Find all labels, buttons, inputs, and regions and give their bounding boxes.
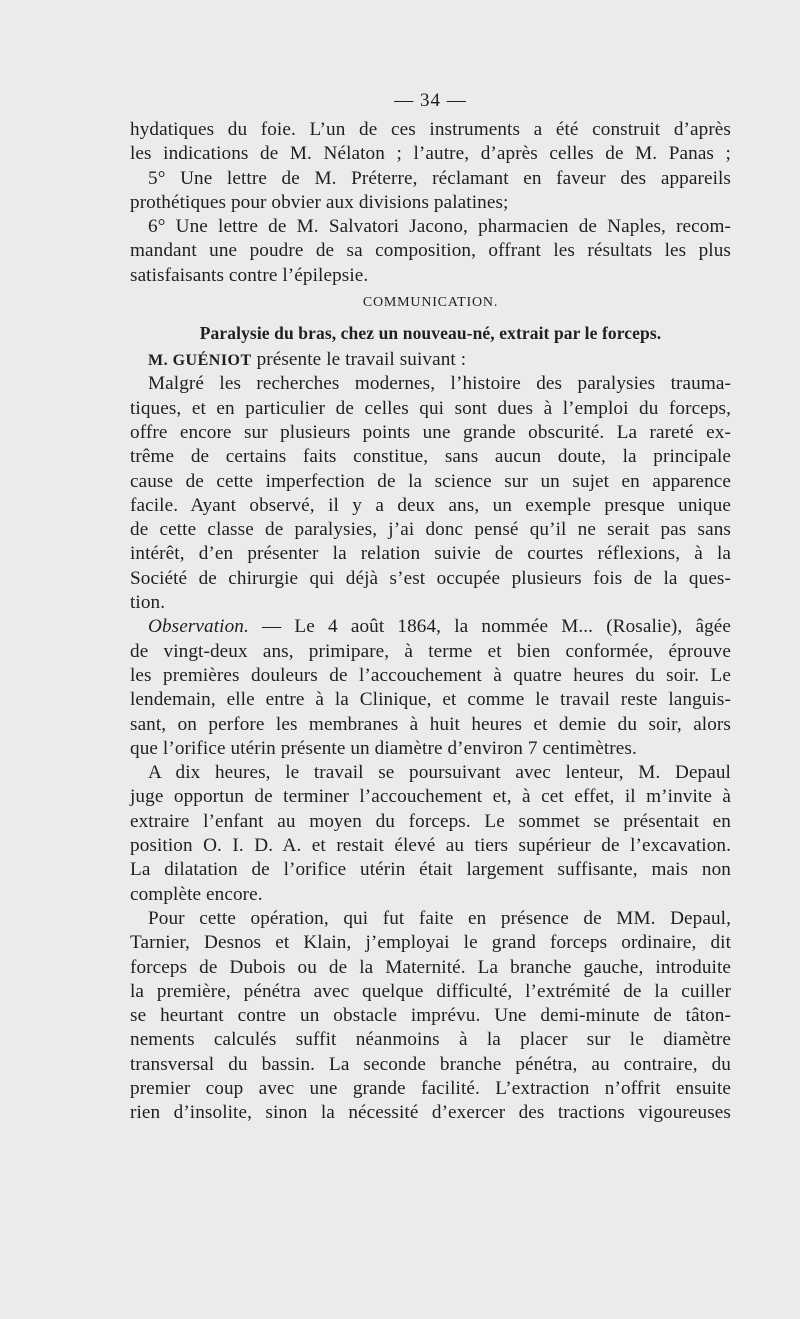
text-line: Pour cette opération, qui fut faite en présence de MM. Depaul, xyxy=(148,907,731,929)
text-line: juge opportun de terminer l’accouchement et, à cet effet, il m’invite à xyxy=(130,786,731,808)
text-line: se heurtant contre un obstacle imprévu. Une demi-minute de tâton- xyxy=(130,1005,731,1027)
article-title: Paralysie du bras, chez un nouveau-né, extrait par le forceps. xyxy=(199,323,662,344)
text-line: de vingt-deux ans, primipare, à terme et bien conformée, éprouve xyxy=(130,640,731,662)
text-line: les indications de M. Nélaton ; l’autre, d’après celles de M. Panas ; xyxy=(130,143,731,165)
text-line: tiques, et en particulier de celles qui sont dues à l’emploi du forceps, xyxy=(130,397,731,419)
text-line: 6° Une lettre de M. Salvatori Jacono, pharmacien de Naples, recom- xyxy=(148,216,731,238)
paragraph-1 xyxy=(130,372,731,615)
speaker-text: présente le travail suivant : xyxy=(251,349,467,371)
text-line: position O. I. D. A. et restait élevé au tiers supérieur de l’excavation. xyxy=(130,835,731,857)
text-line: que l’orifice utérin présente un diamètre d’environ 7 centimètres. xyxy=(130,737,637,759)
text-line: extraire l’enfant au moyen du forceps. Le sommet se présentait en xyxy=(130,810,731,832)
text-line: les premières douleurs de l’accouchement à quatre heures du soir. Le xyxy=(130,664,731,686)
text-line: tion. xyxy=(130,592,166,614)
document-page xyxy=(130,84,731,1126)
text-line: intérêt, d’en présenter la relation suivie de courtes réflexions, à la xyxy=(130,543,731,565)
text-line: trême de certains faits constitue, sans aucun doute, la principale xyxy=(130,446,731,468)
paragraph-4 xyxy=(130,907,731,1126)
text-line: la première, pénétra avec quelque difficulté, l’extrémité de la cuiller xyxy=(130,980,731,1002)
section-heading: COMMUNICATION. xyxy=(362,295,499,311)
text-line: rien d’insolite, sinon la nécessité d’exercer des tractions vigoureuses xyxy=(130,1102,731,1124)
text-line: Tarnier, Desnos et Klain, j’employai le grand forceps ordinaire, dit xyxy=(130,932,731,954)
text-line: complète encore. xyxy=(130,883,263,905)
text-line: nements calculés suffit néanmoins à la placer sur le diamètre xyxy=(130,1029,731,1051)
text-line: facile. Ayant observé, il y a deux ans, un exemple presque unique xyxy=(130,494,731,516)
text-line: Société de chirurgie qui déjà s’est occupée plusieurs fois de la ques- xyxy=(130,567,731,589)
text-line: 5° Une lettre de M. Préterre, réclamant en faveur des appareils xyxy=(148,167,731,189)
paragraph-3 xyxy=(130,761,731,907)
text-line: La dilatation de l’orifice utérin était largement suffisante, mais non xyxy=(130,859,731,881)
text-line: prothétiques pour obvier aux divisions palatines; xyxy=(130,191,509,213)
text-line: hydatiques du foie. L’un de ces instruments a été construit d’après xyxy=(130,119,731,140)
text-line: de cette classe de paralysies, j’ai donc pensé qu’il ne serait pas sans xyxy=(130,519,731,541)
observation-label: Observation. xyxy=(148,616,249,638)
text-line: Malgré les recherches modernes, l’histoire des paralysies trauma- xyxy=(148,373,731,395)
observation-text: — Le 4 août 1864, la nommée M... (Rosalie), âgée xyxy=(248,616,731,638)
text-line: premier coup avec une grande facilité. L’extraction n’offrit ensuite xyxy=(130,1077,731,1099)
speaker-line xyxy=(130,348,731,372)
text-line: mandant une poudre de sa composition, offrant les résultats les plus xyxy=(130,240,731,262)
text-line: satisfaisants contre l’épilepsie. xyxy=(130,264,369,286)
text-line: transversal du bassin. La seconde branche pénétra, au contraire, du xyxy=(130,1053,731,1075)
text-line: sant, on perfore les membranes à huit heures et demie du soir, alors xyxy=(130,713,731,735)
text-line: lendemain, elle entre à la Clinique, et comme le travail reste languis- xyxy=(130,689,731,711)
text-line: forceps de Dubois ou de la Maternité. La branche gauche, introduite xyxy=(130,956,731,978)
intro-block xyxy=(130,118,731,288)
text-line: cause de cette imperfection de la science sur un sujet en apparence xyxy=(130,470,731,492)
page-number: — 34 — xyxy=(394,90,467,111)
speaker-name: M. GUÉNIOT xyxy=(148,352,252,370)
text-line: A dix heures, le travail se poursuivant avec lenteur, M. Depaul xyxy=(148,762,731,784)
text-line xyxy=(130,615,731,639)
text-line: offre encore sur plusieurs points une grande obscurité. La rareté ex- xyxy=(130,421,731,443)
observation-paragraph xyxy=(130,615,731,761)
